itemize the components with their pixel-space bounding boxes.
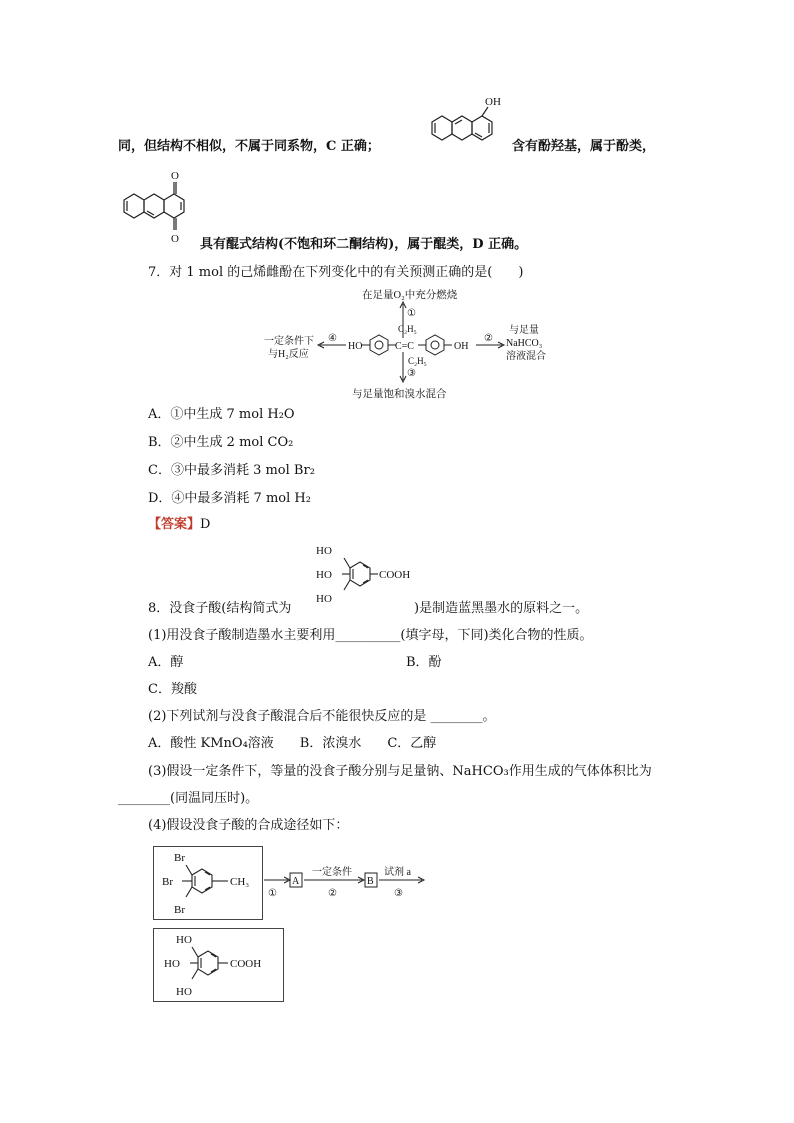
- product-gallic-acid-structure: [154, 929, 283, 1001]
- route-start-box: [153, 846, 263, 920]
- route-a-label: A: [292, 876, 300, 887]
- p0-prefix: 同，但结构不相似，不属于同系物，C 正确；: [118, 139, 380, 154]
- scheme-n1: ①: [407, 308, 416, 319]
- q7-answer: [148, 516, 210, 534]
- quinone-o-bottom: O: [171, 233, 179, 245]
- anthracenol-oh-label: OH: [485, 96, 501, 108]
- route-step3: ③: [394, 888, 403, 899]
- scheme-left-line1: 一定条件下: [264, 336, 314, 347]
- tribromotoluene-structure: [154, 847, 262, 919]
- q7-option-a: A．①中生成 7 mol H₂O: [148, 407, 295, 422]
- q7-option-c: C．③中最多消耗 3 mol Br₂: [148, 463, 315, 478]
- scheme-right-line1: 与足量: [509, 325, 539, 336]
- route-step2: ②: [328, 888, 337, 899]
- answer-value: D: [200, 517, 211, 532]
- q8-p3a: (3)假设一定条件下，等量的没食子酸分别与足量钠、NaHCO₃作用生成的气体体积比为: [148, 764, 652, 779]
- scheme-bottom-label: 与足量饱和溴水混合: [352, 389, 447, 400]
- answer-label: 【答案】: [148, 517, 201, 532]
- q8-p1-opt-c: C．羧酸: [148, 682, 197, 697]
- route-cond2: 一定条件: [312, 867, 352, 878]
- q8-p1: (1)用没食子酸制造墨水主要利用__________(填字母，下同)类化合物的性质。: [148, 628, 593, 643]
- q8-stem-b: )是制造蓝黑墨水的原料之一。: [414, 601, 589, 616]
- scheme-c2h5-bottom: C₂H₅: [408, 356, 427, 366]
- route-product-box: [153, 928, 284, 1002]
- scheme-right-line2: NaHCO₃: [506, 338, 543, 349]
- q7-stem: 7．对 1 mol 的己烯雌酚在下列变化中的有关预测正确的是( ): [148, 265, 524, 280]
- p0-quinone-text: 具有醌式结构(不饱和环二酮结构)，属于醌类，D 正确。: [200, 237, 528, 252]
- scheme-ho-left: HO: [348, 341, 363, 352]
- route-reagent: 试剂 a: [384, 867, 411, 878]
- scheme-right-line3: 溶液混合: [506, 351, 546, 362]
- q8-p3b: ________(同温同压时)。: [118, 791, 259, 806]
- route-step1: ①: [268, 888, 277, 899]
- gallic-ho1: HO: [316, 545, 332, 557]
- scheme-top-label: 在足量O₂中充分燃烧: [362, 290, 458, 301]
- p0-suffix: 含有酚羟基，属于酚类，: [512, 139, 656, 154]
- quinone-o-top: O: [171, 170, 179, 182]
- scheme-n4: ④: [328, 333, 337, 344]
- scheme-n2: ②: [484, 333, 493, 344]
- q8-p1-opt-b: B．酚: [406, 655, 442, 670]
- gallic-ho2: HO: [316, 569, 332, 581]
- scheme-c2h5-top: C₂H₅: [398, 324, 417, 334]
- route-br2: Br: [162, 876, 173, 888]
- anthracenol-structure: [422, 92, 512, 158]
- gallic-cooh: COOH: [379, 569, 411, 581]
- scheme-left-line2: 与H₂反应: [268, 349, 309, 360]
- scheme-oh-right: OH: [454, 341, 469, 352]
- scheme-center: C=C: [395, 341, 414, 352]
- q8-p2-options: A．酸性 KMnO₄溶液 B．浓溴水 C．乙醇: [148, 736, 437, 751]
- product-ho1: HO: [176, 934, 192, 946]
- product-ho2: HO: [164, 958, 180, 970]
- synthesis-route: [262, 862, 432, 902]
- route-br3: Br: [174, 904, 185, 916]
- q8-stem-a: 8．没食子酸(结构简式为: [148, 601, 292, 616]
- anthraquinone-structure: [118, 166, 208, 248]
- product-ho3: HO: [176, 986, 192, 998]
- gallic-ho3: HO: [316, 593, 332, 605]
- route-b-label: B: [367, 876, 374, 887]
- q8-p4: (4)假设没食子酸的合成途径如下：: [148, 818, 349, 833]
- scheme-n3: ③: [407, 368, 416, 379]
- q7-option-d: D．④中最多消耗 7 mol H₂: [148, 491, 311, 506]
- product-cooh: COOH: [230, 958, 262, 970]
- diethylstilbestrol-scheme: [262, 284, 562, 404]
- gallic-acid-structure: [312, 538, 422, 614]
- route-ch3: CH₃: [230, 876, 250, 888]
- q8-p1-opt-a: A．醇: [148, 655, 184, 670]
- q8-p2: (2)下列试剂与没食子酸混合后不能很快反应的是 ________。: [148, 709, 496, 724]
- route-br1: Br: [174, 852, 185, 864]
- q7-option-b: B．②中生成 2 mol CO₂: [148, 435, 294, 450]
